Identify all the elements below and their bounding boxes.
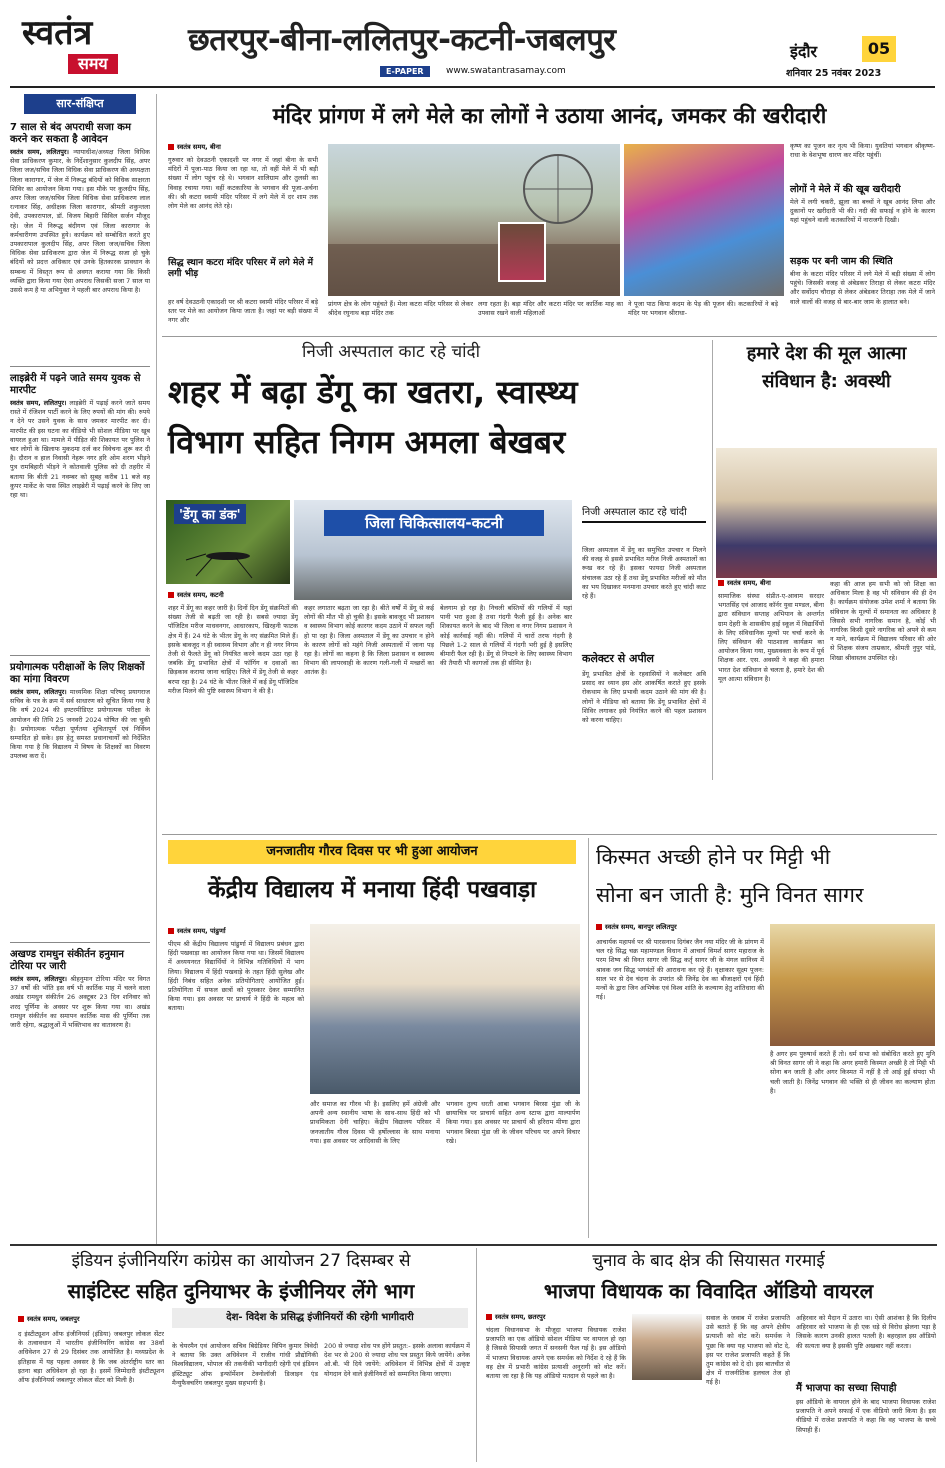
sidebar-item-title: 7 साल से बंद अपराधी सजा कम करने कर सकता है आवेदन	[10, 122, 131, 145]
headline-line2: संविधान है: अवस्थी	[762, 371, 891, 392]
mela-col2: प्रांगण क्षेत्र के लोग पहुंचते हैं। मेला कटरा मंदिर परिसर से लेकर श्रीदेव रघुनाथ बड़ा मंदिर तक	[328, 300, 473, 318]
hindi-col2: और समाज का गौरव भी है। इसलिए हमें अंग्रेजी और अपनी अन्य स्थानीय भाषा के साथ-साथ हिंदी को भी प्राथमिकता देनी चाहिए। केंद्रीय विद्यालय परिसर में जनजातीय गौरव दिवस भी हर्षोल्लास के साथ मनाया गया। इस अवसर पर आदिवासी के लिए	[310, 1100, 440, 1145]
vrule	[476, 1248, 477, 1462]
engineering-col3: 200 से ज्यादा शोध पत्र होंगे प्रस्तुत:- इसके अलावा कार्यक्रम में देश भर से 200 से ज्यादा शोध पत्र प्रस्तुत किये जायेंगे। अनेक ओ.बी. भी दिये जायेंगे: अधिवेशन में विभिन्न क्षेत्रों में उत्कृष्ट योगदान देने वाले इंजीनियरों को सम्मानित किया जाएगा।	[324, 1342, 470, 1378]
logo-bottom: समय	[68, 54, 118, 74]
sidebar-item-title: लाइब्रेरी में पढ़ने जाते समय युवक से मारपीट	[10, 373, 141, 396]
byline: स्वतंत्र समय, छतरपुर	[486, 1312, 545, 1321]
dengue-col3: बेलगाम हो रहा है। निचली बस्तियों की गलियों में यहां पानी भरा हुआ है तथा गंदगी फैली हुई है। अनेक बार शिकायत करने के बाद भी जिला व नगर निगम प्रशासन ने कोई कार्रवाई नहीं की। गलियों में चारों तरफ गंदगी है पिछले 1-2 साल से गलियों में गंदगी भरी हुई है इसलिए बीमारी फैल रही है। डेंगू से निपटने के लिए स्वास्थ्य विभाग की तैयारी भी कागजों तक ही सीमित है।	[440, 604, 572, 668]
article-samvidhan	[716, 340, 937, 780]
page-number: 05	[862, 36, 896, 62]
masthead-rule	[10, 86, 935, 88]
epaper-label: E-PAPER	[380, 66, 430, 77]
byline-marker	[486, 1314, 492, 1320]
headline-line1: किस्मत अच्छी होने पर मिट्टी भी	[596, 845, 831, 869]
hindi-col3: भगवान तुल्य धरती आबा भगवान बिरसा मुंडा जी के छायाचित्र पर प्राचार्य सहित अन्य स्टाफ द्वारा माल्यार्पण किया गया। इस अवसर पर प्राचार्य श्री हरिराम मीणा द्वारा भगवान बिरसा मुंडा जी के जीवन परिचय पर अपने विचार रखे।	[446, 1100, 580, 1145]
photo-tag: 'डेंगू का डंक'	[174, 504, 246, 524]
sidebar-item-sentence	[10, 122, 150, 360]
vrule	[712, 340, 713, 780]
headline-line1: शहर में बढ़ा डेंगू का खतरा, स्वास्थ्य	[168, 373, 578, 411]
logo	[22, 14, 182, 84]
byline: स्वतंत्र समय, बीना	[168, 142, 221, 151]
byline-marker	[18, 1316, 24, 1322]
mela-col5b: मेले में लगी चकरी, झूला का बच्चों ने खूब आनंद लिया और दुकानों पर खरीदारी भी की। नदी की सफाई न होने के कारण यहां पहुंचने वाली कतकारियों में नाराजगी दिखी।	[790, 198, 935, 225]
article-mela	[162, 94, 937, 334]
kicker: चुनाव के बाद क्षेत्र की सियासत गरमाई	[592, 1251, 825, 1271]
sidebar-item-title: अखण्ड रामधुन संकीर्तन हनुमान टोरिया पर जारी	[10, 949, 124, 972]
headline-line2: सोना बन जाती है: मुनि विनत सागर	[596, 883, 864, 907]
audio-col3b: इस ऑडियो के वायरल होने के बाद भाजपा विधायक राजेश प्रजापति ने अपने सफाई में एक वीडियो जारी किया है। इस वीडियो में राजेश प्रजापति ने कहा कि वह भाजपा के सच्चे सिपाही हैं।	[796, 1398, 936, 1434]
banner: देश- विदेश के प्रसिद्ध इंजीनियरों की रहेगी भागीदारी	[172, 1308, 468, 1328]
vrule	[588, 838, 589, 1238]
byline-marker	[168, 928, 174, 934]
city-name: इंदौर	[790, 42, 818, 61]
divider	[10, 1244, 937, 1246]
byline-marker	[168, 592, 174, 598]
divider	[162, 336, 937, 337]
dengue-side-body2: डेंगू प्रभावित क्षेत्रों के रहवासियों ने कलेक्टर अवि प्रसाद का ध्यान इस ओर आकर्षित कराते हुए इसके रोकथाम के लिए प्रभावी कदम उठाने की मांग की है। लोगों ने मीडिया को बताया कि डेंगू प्रभावित क्षेत्रों में शिविर लगाकर इसे नियंत्रित करने की पहल प्रशासन को करना चाहिए।	[582, 670, 706, 725]
dengue-side-kicker: निजी अस्पताल काट रहे चांदी	[582, 506, 706, 523]
muni-photo	[770, 924, 935, 1046]
mela-inflatable-photo	[624, 144, 784, 296]
headline-line1: इंडियन इंजीनियरिंग कांग्रेस का आयोजन 27 दिसम्बर से	[71, 1251, 411, 1271]
kismat-col1: आचार्यक महापर्व पर श्री पारसनाथ दिगंबर जैन नया मंदिर जी के प्रांगण में चल रहे सिद्ध चक्र महामण्डल विधान में आचार्य विमर्श सागर महाराज के परम शिष्य श्री विनत सागर जी सिद्ध कर्तृ सागर जी के मंगल सानिध्य में श्रावक जन सिद्ध भगवंतों की आराधना कर रहे हैं। वृक्षाकार सूक्ष्म पूजन: साल भर से देव चंदना के उपरांत श्री जिनेंद्र देव का बीजाक्षरों एवं हिंदी मन्त्रों के द्वारा जिन अभिषेक एवं विश्व शांति के कल्याण हेतु शांतिधारा की गई।	[596, 938, 764, 1002]
samvidhan-col1: सामाजिक संस्था संप्रीत-ए-आवाम सरदार भगतसिंह एवं आजाद कॉर्नर युवा मण्डल, बीना द्वारा संविधान सप्ताह अभियान के अन्तर्गत ग्राम देहरी के शासकीय हाई स्कूल में विद्यार्थियों के लिए संविधानिक मूल्यों पर चर्चा करने के लिए संविधान की पाठशाला कार्यक्रम का आयोजन किया गया, मुख्यवक्ता के रूप में पूर्व शिक्षक आर. एस. अवस्थी ने कहा की हमारा भारत देश संविधान से चलता है, हमारे देश की मूल आत्मा संविधान है।	[718, 592, 824, 683]
mela-col4: ने पूजा पाठ किया कदम के पेड़ की पूजन की। कटकारियों ने बड़े मंदिर पर भगवान श्रीराधा-	[628, 300, 778, 318]
mosquito-icon	[166, 500, 290, 584]
website-link[interactable]: www.swatantrasamay.com	[446, 66, 566, 76]
engineering-col2: के चेयरमैन एवं आयोजन सचिव बिग्रेडियर विपिन कुमार त्रिवेदी ने बताया कि उक्त अधिवेशन में राजीव गांधी प्रौद्योगिकी विश्वविद्यालय, भोपाल की तकनीकी भागीदारी रहेगी एवं इंडियन इंस्टिट्यूट ऑफ इन्फॉर्मेशन टेक्नोलॉजी डिजाइन एंड मैन्युफैक्चरिंग जबलपुर मुख्य सहभागी है।	[172, 1342, 318, 1387]
sidebar-divider	[10, 366, 150, 367]
byline-marker	[596, 924, 602, 930]
headline: भाजपा विधायक का विवादित ऑडियो वायरल	[543, 1279, 874, 1303]
edition-cities: छतरपुर-बीना-ललितपुर-कटनी-जबलपुर	[188, 22, 616, 58]
sidebar-vrule	[156, 94, 157, 1244]
dengue-col2: कहर लगातार बढ़ता जा रहा है। बीते वर्षों में डेंगू से कई लोगों की मौत भी हो चुकी है। इसके बावजूद भी प्रशासन व स्वास्थ्य विभाग कोई कारगर कदम उठाने में सफल नहीं हो पा रहा है। जिला अस्पताल में डेंगू का उपचार न होने के कारण लोगों को महंगे निजी अस्पतालों में जाना पड़ रहा है। लोगों का कहना है कि जिला प्रशासन व स्वास्थ्य विभाग की लापरवाही के कारण गली-गली में मच्छरों का आतंक है।	[304, 604, 434, 677]
hospital-photo	[294, 500, 572, 600]
mela-col5c: बीना के कटरा मंदिर परिसर में लगे मेले में बड़ी संख्या में लोग पहुंचे। जिसकी वजह से अंबेडकर तिराहा से लेकर कटरा मंदिर और सर्वोदय चौराहा से लेकर अंबेडकर तिराहा तक मेले में जाने वाले वालों की वजह से बार-बार जाम के हालात बने।	[790, 270, 935, 306]
byline: स्वतंत्र समय, कटनी	[168, 590, 224, 599]
sidebar-divider	[10, 942, 150, 943]
headline-line2: साइंटिस्ट सहित दुनियाभर के इंजीनियर लेंगे भाग	[67, 1279, 415, 1303]
byline: स्वतंत्र समय, पांढुर्णा	[168, 926, 226, 935]
sidebar-item-ramdhun	[10, 949, 150, 1147]
dengue-side-subhead: कलेक्टर से अपील	[582, 652, 654, 665]
sidebar	[10, 94, 150, 1254]
headline: मंदिर प्रांगण में लगे मेले का लोगों ने उठाया आनंद, जमकर की खरीदारी	[272, 104, 827, 129]
mela-col1: गुरुवार को देवउठनी एकादशी पर नगर में जहां बीना के सभी मंदिरों में पूजा-पाठ किया जा रहा था, तो वहीं मेले में भी बड़ी संख्या में लोग पहुंच रहे थे। भगवान शालिग्राम और तुलसी का विवाह रचाया गया। वहीं कटकारिया के भगवान की पूजा-अर्चना की। श्री कटरा स्वामी मंदिर परिसर में लगे मेले में दर शाम तक लोग मेले का आनंद लेते रहे।	[168, 156, 318, 211]
divider	[162, 834, 937, 835]
byline: स्वतंत्र समय, जबलपुर	[18, 1314, 80, 1323]
samvidhan-col2: कहा की आज हम सभी को जो शिक्षा का अधिकार मिला है वह भी संविधान की ही देन है। कार्यक्रम संयोजक उमेश शर्मा ने बताया कि संविधान के मूल्यों में समानता का अधिकार है जिससे सभी नागरिक समान है, कोई भी नागरिक किसी दूसरे नागरिक को अपने से कम न माने, कार्यक्रम में विद्यालय परिवार की ओर से शिक्षक संजय ताम्रकार, श्रीमती नुपुर पांडे, शिखा श्रीवास्तव उपस्थित रहे।	[830, 580, 936, 662]
dengue-col1: शहर में डेंगू का कहर जारी है। दिनों दिन डेंगू संक्रमितों की संख्या तेजी से बढ़ती जा रही है। सबसे ज्यादा डेंगू पॉजिटिव मरीज माधवनगर, आधारकाप, खिरहनी फाटक क्षेत्र में हैं। 24 घंटे के भीतर डेंगू के नए संक्रमित मिले हैं। इसके बावजूद न ही स्वास्थ्य विभाग और न ही नगर निगम तेजी से फैलते डेंगू को नियंत्रित करने कदम उठा रहा है जबकि डेंगू प्रभावित क्षेत्रों में फॉगिंग व दवाओं का छिड़काव कराया जाना चाहिए। जिले में डेंगू तेजी से कहर बरपा रहा है। 24 घंटे के भीतर जिले में कई डेंगू पॉजिटिव मरीज मिलने की पुष्टि स्वास्थ्य विभाग ने की है।	[168, 604, 298, 695]
dengue-side-body: जिला अस्पताल में डेंगू का समुचित उपचार न मिलने की वजह से इससे प्रभावित मरीज निजी अस्पतालों का रूख कर रहे हैं। इसका फायदा निजी अस्पताल संचालक उठा रहे हैं तथा डेंगू प्रभावित मरीजों को मौत का भय दिखाकर मनमाना उपचार करते हुए चांदी काट रहे हैं।	[582, 546, 706, 601]
sidebar-item-body: स्वतंत्र समय, ललितपुर। न्यायाधीश/अध्यक्ष जिला विधिक सेवा प्राधिकरण कुमार, के निर्देशानुसार कुलदीप सिंह, अपर जिला जज/सचिव जिला विधिक सेवा प्राधिकरण की अध्यक्षता जिला कारागार, में जेल में निरूद्ध बंदियों को विधिक साक्षरता शिविर का आयोजन किया गया। इस मौके पर कुलदीप सिंह, अपर जिला जज/सचिव जिला विधिक सेवा प्राधिकरण लाल रत्नाकर सिंह, अधीक्षक जिला कारागार, श्रीमती शकुन्तला देवी, उपकारापाल, डॉ. विजय बिहारी सिविल सर्जन मौजूद रहे। जेल में निरूद्ध बंदीगण एवं जिला कारागार के कर्मचारीगण उपस्थित हुये। कार्यक्रम को सम्बोधित करते हुए उपकारापाल कुलदीप सिंह, अपर जिला जज/सचिव जिला विधिक सेवा प्राधिकरण द्वारा जेल में निरूद्ध सजा हो चुके बंदियों को प्रदत्त अधिकार एवं उनके हितकारक प्रावधान के सम्बन्ध में विस्तृत रूप से अवगत कराया गया कि किसी व्यक्ति द्वारा किया गया ऐसा अपराध जिसकी सजा 7 साल या उससे कम है या अभियुक्त ने पहली बार अपराध किया है।	[10, 148, 150, 295]
students-photo	[310, 924, 580, 1094]
byline: स्वतंत्र समय, बीना	[718, 578, 771, 587]
sidebar-item-title: प्रयोगात्मक परीक्षाओं के लिए शिक्षकों का मांगा विवरण	[10, 662, 145, 685]
sidebar-item-library	[10, 373, 150, 649]
classroom-photo	[716, 448, 937, 578]
mela-subhead1: सिद्ध स्थान कटरा मंदिर परिसर में लगे मेले में लगी भीड़	[168, 258, 314, 279]
sidebar-item-body: स्वतंत्र समय, ललितपुर। श्रीहनुमान टोरिया मंदिर पर विगत 37 वर्षों की भाँति इस वर्ष भी कार्तिक माह में चलने वाला अखंड रामधुन संकीर्तन 26 अक्टूबर 23 दिन शनिवार को शरद पूर्णिमा के अवसर पर शुरू किया गया था। अखंड रामधुन संकीर्तन का समापन कार्तिक मास की पूर्णिमा तक जारी रहेगा, श्रद्धालुओं में भक्तिभाव का वातावरण है।	[10, 975, 150, 1030]
byline: स्वतंत्र समय, बानपुर ललितपुर	[596, 922, 677, 931]
article-audio	[480, 1248, 937, 1464]
headline-line2: विभाग सहित निगम अमला बेखबर	[168, 423, 566, 461]
issue-date: शनिवार 25 नवंबर 2023	[786, 68, 882, 79]
kicker: जनजातीय गौरव दिवस पर भी हुआ आयोजन	[168, 840, 576, 864]
article-kismat	[592, 838, 937, 1240]
kismat-col2: है अगर हम पुरुषार्थ करते हैं तो। धर्म सभा को संबोधित करते हुए मुनि श्री विनत सागर जी ने कहा कि अगर हमारी किस्मत अच्छी है तो मिट्टी भी सोना बन जाती है और अगर किस्मत में नहीं है तो आई हुई संपदा भी चली जाती है। जिनेंद्र भगवान की भक्ति से ही जीवन का कल्याण होता है।	[770, 1050, 935, 1095]
mela-crowd-photo	[328, 144, 620, 296]
byline-marker	[718, 580, 724, 586]
headline: केंद्रीय विद्यालय में मनाया हिंदी पखवाड़ा	[207, 877, 537, 903]
mosquito-photo	[166, 500, 290, 584]
masthead	[0, 0, 945, 88]
audio-col1: चंदला विधानसभा के मौजूदा भाजपा विधायक राजेश प्रजापति का एक ऑडियो सोशल मीडिया पर वायरल हो रहा है जिससे सियासी जगत में सनसनी फैल गई है। इस ऑडियो में भाजपा विधायक अपने एक समर्थक को निर्देश दे रहे हैं कि वह क्षेत्र में प्रभारी कांग्रेस प्रत्याशी अनुरागी को वोट करें। बताया जा रहा है कि यह ऑडियो मतदान से पहले का है।	[486, 1326, 626, 1381]
audio-subhead: मैं भाजपा का सच्चा सिपाही	[796, 1383, 897, 1394]
sidebar-header: सार-संक्षिप्त	[24, 94, 136, 114]
mela-col3: लगा रहता है। बड़ा मंदिर और कटरा मंदिर पर कार्तिक माह का उपवास रखने वाली महिलाओं	[478, 300, 623, 318]
audio-col2: सवाल के जवाब में राजेश प्रजापति उसे बताते हैं कि वह अपने क्षेत्रीय प्रत्याशी को वोट करें। समर्थक ने पूछा कि क्या यह भाजपा को वोट दे, इस पर राजेश प्रजापति कहते हैं कि तुम कांग्रेस को दे दो। इस बातचीत से क्षेत्र में राजनीतिक हलचल तेज हो गई है।	[706, 1314, 790, 1387]
mela-col5: कृष्ण का पूजन कर नृत्य भी किया। युवतियां भगवान श्रीकृष्ण-राधा के वेशभूषा धारण कर मंदिर पहुंचीं।	[790, 142, 935, 160]
mela-subhead2: लोगों ने मेले में की खूब खरीदारी	[790, 184, 901, 195]
sidebar-divider	[10, 655, 150, 656]
byline-marker	[168, 144, 174, 150]
mela-subhead3: सड़क पर बनी जाम की स्थिति	[790, 256, 893, 267]
ferris-wheel-icon	[328, 144, 620, 296]
logo-top: स्वतंत्र	[22, 13, 93, 53]
mela-woman-photo	[498, 222, 546, 282]
mela-col1b: हर वर्ष देवउठनी एकादशी पर श्री कटरा स्वामी मंदिर परिसर में बड़े स्तर पर मेले का आयोजन किया जाता है। जहां पर बड़ी संख्या में नगर और	[168, 298, 318, 325]
article-hindi	[162, 838, 582, 1240]
headline-line1: हमारे देश की मूल आत्मा	[746, 343, 907, 364]
sidebar-item-exams	[10, 662, 150, 936]
kicker: निजी अस्पताल काट रहे चांदी	[302, 342, 480, 362]
mla-photo	[632, 1314, 702, 1380]
engineering-col1: द इंस्टीट्यूशन ऑफ इंजीनियर्स (इंडिया) जबलपुर लोकल सेंटर के तत्वावधान में भारतीय इंजीनियरिंग कांग्रेस का 38वाँ अधिवेशन 27 से 29 दिसंबर तक आयोजित है। मध्यप्रदेश के इतिहास में यह पहला अवसर है कि जब अंतर्राष्ट्रीय स्तर का इतना बड़ा अधिवेशन हो रहा है। इसमें जिम्मेदारी इंस्टीट्यूशन ऑफ इंजीनियर्स जबलपुर लोकल सेंटर को मिली है।	[18, 1330, 164, 1385]
article-engineering	[10, 1248, 472, 1464]
sidebar-item-body: स्वतंत्र समय, ललितपुर। लाइब्रेरी में पढ़ाई करने जाते समय रास्ते में रंजिशन पार्टी करने के लिए रुपयों की मांग की। रुपये न देने पर उसने युवक के साथ जमकर मारपीट कर दी। मारपीट की इस घटना का वीडियो भी सोशल मीडिया पर खूब वायरल हुआ था। मामले में पीड़ित की शिकायत पर पुलिस ने चार लोगों के खिलाफ मुकदमा दर्ज कर विवेचना शुरू कर दी है। दौरान व हाल निवासी नेहरू नगर हरि ओम शरण भीड़ने पुत्र रामबिहारी भीड़ने ने कोतवाली पुलिस को दी तहरीर में बताया कि बीती 21 नवम्बर को सुबह करीब 11 बजे वह कुपर मार्केट के पास स्थित लाइब्रेरी में पढ़ाई करने के लिए जा रहा था।	[10, 399, 150, 500]
sidebar-item-body: स्वतंत्र समय, ललितपुर। माध्यमिक शिक्षा परिषद् प्रयागराज सचिव के पत्र के क्रम में सर्व साधारण को सूचित किया गया है कि वर्ष 2024 की इण्टरमीडिएट प्रयोगात्मक परीक्षा के आयोजन की तिथि 25 जनवरी 2024 घोषित की जा चुकी है। प्रयोगात्मक परीक्षा पूर्णतया शुचितापूर्ण एवं निर्विघ्न सम्पादित हो सके। इस हेतु समस्त प्रधानाचार्यों को निर्देशित किया गया है कि विद्यालय में विषय के शिक्षकों का विवरण उपलब्ध करा दें।	[10, 688, 150, 761]
hindi-col1: पीएम श्री केंद्रीय विद्यालय पांढुर्णा में विद्यालय प्रबंधन द्वारा हिंदी पखवाड़ा का आयोजन किया गया था। जिसमें विद्यालय में अध्ययनरत विद्यार्थियों ने विभिन्न गतिविधियों में भाग लिया। विद्यालय में हिंदी पखवाड़े के तहत हिंदी सुलेख और हिंदी निबंध सहित अनेक प्रतियोगिताएं आयोजित हुई। प्रतियोगिता में सफल छात्रों को पुरस्कार देकर सम्मानित किया गया। इस अवसर पर प्राचार्य ने हिंदी के महत्व को बताया।	[168, 940, 304, 1013]
audio-col3: अहिरवार को मैदान में उतारा था। ऐसी आशंका है कि दिलीप अहिरवार को भाजपा के ही एक धड़े से विरोध झेलना पड़ा है जिसके कारण उनकी हालत पतली है। बहरहाल इस ऑडियो की सत्यता क्या है इसकी पुष्टि अखबार नहीं करता।	[796, 1314, 936, 1350]
article-dengue	[162, 340, 708, 840]
hospital-sign: जिला चिकित्सालय-कटनी	[324, 510, 544, 536]
